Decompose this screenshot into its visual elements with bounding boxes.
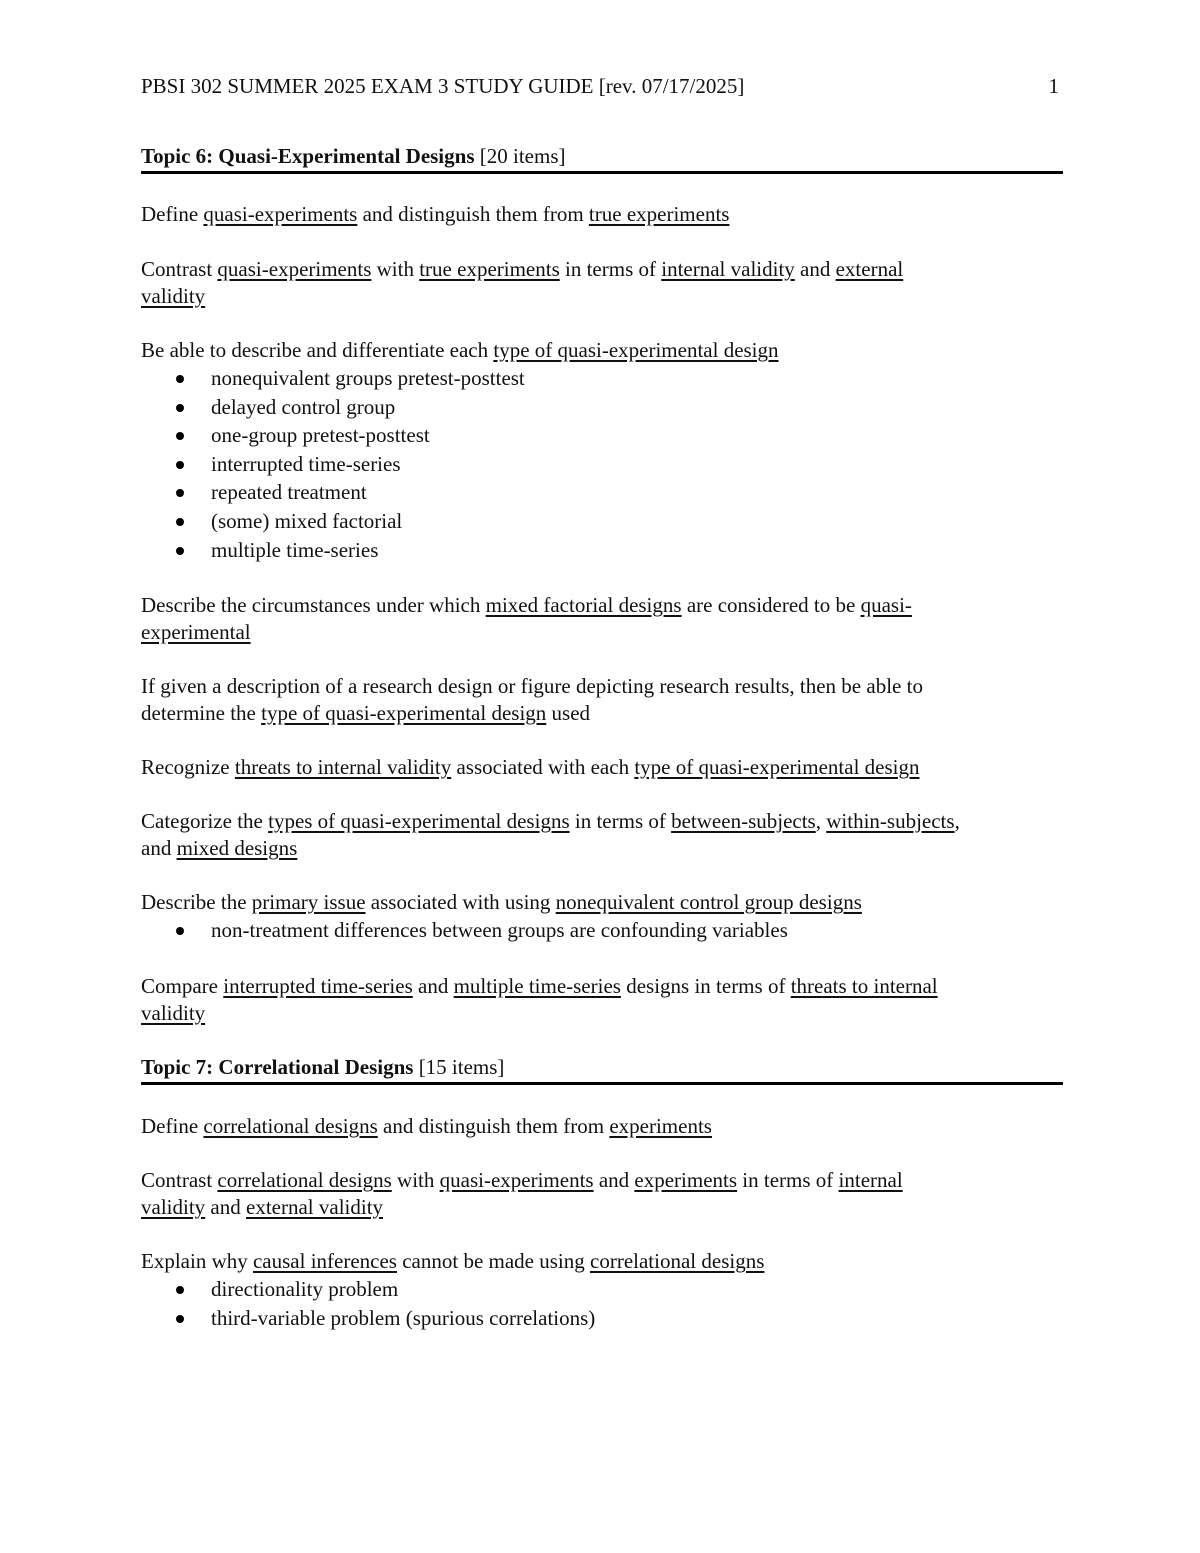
topic-6-objective-7: Categorize the types of quasi-experimental designs in terms of between-subjects, within-subjects, and mixed designs xyxy=(141,809,960,860)
list-item: delayed control group xyxy=(141,393,1063,422)
term: correlational designs xyxy=(590,1249,765,1273)
term: multiple time-series xyxy=(453,974,621,998)
design-types-list xyxy=(141,364,1063,564)
term: quasi- xyxy=(860,593,912,617)
list-item: nonequivalent groups pretest-posttest xyxy=(141,364,1063,393)
term: quasi-experiments xyxy=(439,1168,594,1192)
topic-7-heading xyxy=(141,1054,1063,1085)
topic-7-count: [15 items] xyxy=(413,1055,505,1079)
term: internal validity xyxy=(661,257,795,281)
term: validity xyxy=(141,1001,206,1025)
term: internal xyxy=(838,1168,903,1192)
term: true experiments xyxy=(419,257,560,281)
term: true experiments xyxy=(588,202,730,226)
term: quasi-experiments xyxy=(217,257,372,281)
term: between-subjects xyxy=(671,809,816,833)
list-item: non-treatment differences between groups are confounding variables xyxy=(141,916,1063,945)
term: mixed designs xyxy=(176,836,298,860)
topic-6-objective-2: Contrast quasi-experiments with true experiments in terms of internal validity and external validity xyxy=(141,257,904,308)
term: threats to internal validity xyxy=(234,755,452,779)
term: threats to internal xyxy=(790,974,938,998)
topic-7-objective-1: Define correlational designs and distinguish them from experiments xyxy=(141,1114,712,1138)
term: experiments xyxy=(634,1168,738,1192)
primary-issue-list xyxy=(141,916,1063,945)
term: correlational designs xyxy=(203,1114,378,1138)
term: causal inferences xyxy=(252,1249,397,1273)
term: experimental xyxy=(141,620,251,644)
term: types of quasi-experimental designs xyxy=(268,809,570,833)
term: type of quasi-experimental design xyxy=(261,701,547,725)
term: validity xyxy=(141,1195,206,1219)
topic-6-heading xyxy=(141,143,1063,174)
term: mixed factorial designs xyxy=(485,593,682,617)
page-number: 1 xyxy=(1048,74,1059,98)
term: type of quasi-experimental design xyxy=(634,755,920,779)
list-item: (some) mixed factorial xyxy=(141,507,1063,536)
term: interrupted time-series xyxy=(223,974,413,998)
term: validity xyxy=(141,284,206,308)
term: experiments xyxy=(609,1114,712,1138)
list-item: repeated treatment xyxy=(141,478,1063,507)
topic-6-objective-9: Compare interrupted time-series and multiple time-series designs in terms of threats to internal validity xyxy=(141,974,938,1025)
term: type of quasi-experimental design xyxy=(493,338,779,362)
term: external validity xyxy=(246,1195,384,1219)
list-item: third-variable problem (spurious correlations) xyxy=(141,1304,1063,1333)
topic-6-objective-4: Describe the circumstances under which mixed factorial designs are considered to be quasi- experimental xyxy=(141,593,912,644)
topic-6-objective-5: If given a description of a research design or figure depicting research results, then be able to determine the type of quasi-experimental design used xyxy=(141,674,923,725)
header-title: PBSI 302 SUMMER 2025 EXAM 3 STUDY GUIDE [rev. 07/17/2025] xyxy=(141,74,745,98)
term: correlational designs xyxy=(217,1168,392,1192)
topic-6-objective-6: Recognize threats to internal validity associated with each type of quasi-experimental design xyxy=(141,755,920,779)
list-item: multiple time-series xyxy=(141,536,1063,565)
causal-problems-list xyxy=(141,1275,1063,1332)
topic-6-count: [20 items] xyxy=(474,144,566,168)
list-item: interrupted time-series xyxy=(141,450,1063,479)
topic-6-objective-1: Define quasi-experiments and distinguish them from true experiments xyxy=(141,202,730,226)
topic-7-objective-3: Explain why causal inferences cannot be made using correlational designs directionality problem third-variable problem (spurious correlations) xyxy=(141,1248,1063,1332)
term: within-subjects xyxy=(826,809,955,833)
topic-7-objective-2: Contrast correlational designs with quasi-experiments and experiments in terms of internal validity and external validity xyxy=(141,1168,903,1219)
list-item: directionality problem xyxy=(141,1275,1063,1304)
term: nonequivalent control group designs xyxy=(555,890,862,914)
page-header xyxy=(141,72,1059,100)
topic-7-title: Topic 7: Correlational Designs xyxy=(141,1055,414,1079)
term: quasi-experiments xyxy=(203,202,358,226)
term: primary issue xyxy=(251,890,366,914)
topic-6-objective-8: Describe the primary issue associated with using nonequivalent control group designs non-treatment differences between groups are confounding variables xyxy=(141,889,1063,945)
list-item: one-group pretest-posttest xyxy=(141,421,1063,450)
topic-6-title: Topic 6: Quasi-Experimental Designs xyxy=(141,144,475,168)
topic-6-objective-3: Be able to describe and differentiate each type of quasi-experimental design nonequivalent groups pretest-posttest delayed control group one-group pretest-posttest interrupted time-series repeated treatment (some) mixed factorial multiple time-series xyxy=(141,337,1063,564)
term: external xyxy=(835,257,904,281)
